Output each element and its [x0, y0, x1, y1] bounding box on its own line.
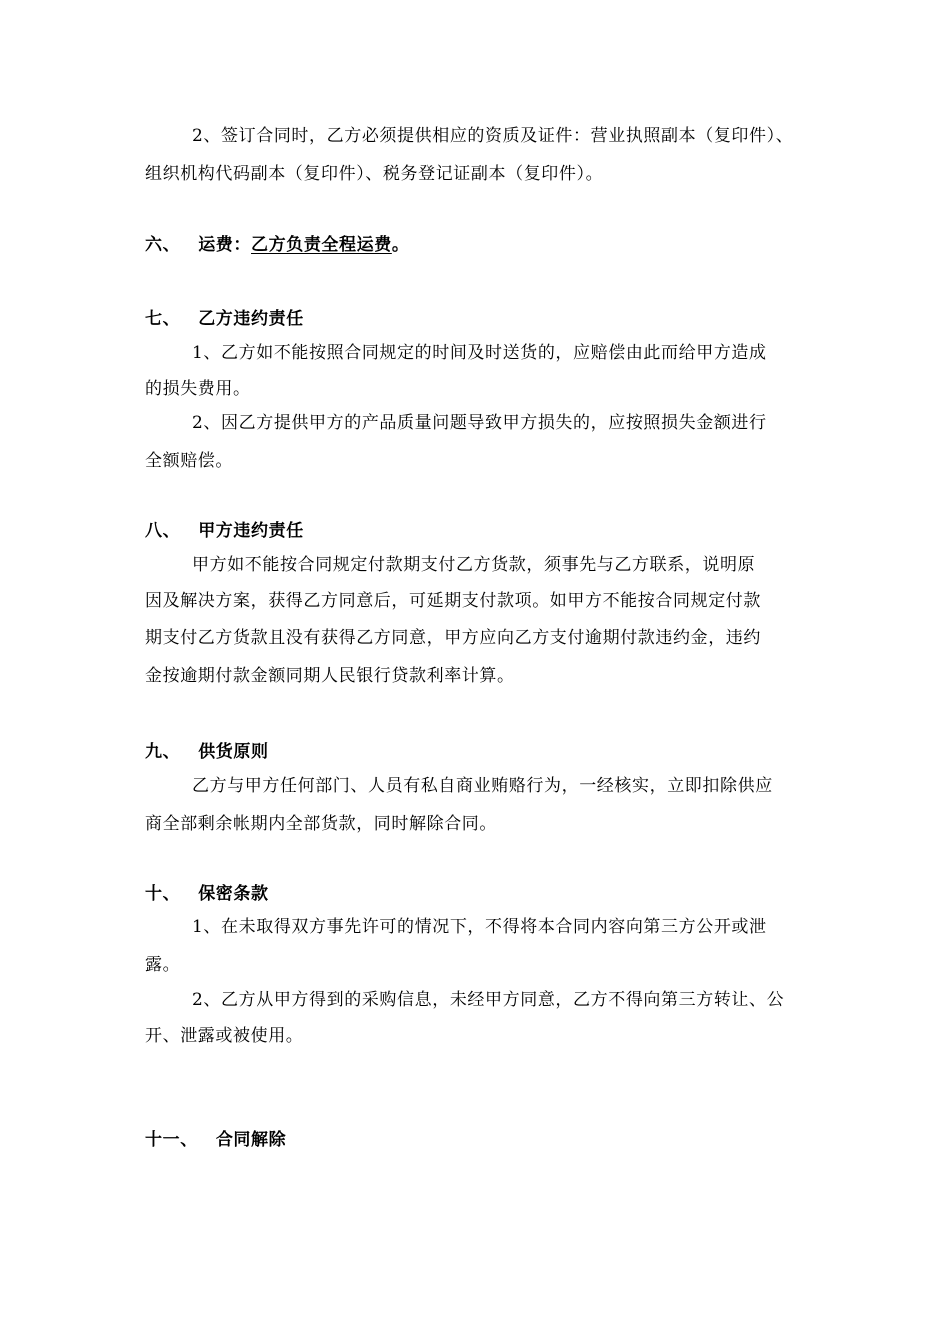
- clause-9-line-1: 乙方与甲方任何部门、人员有私自商业贿赂行为，一经核实，立即扣除供应: [192, 776, 773, 796]
- clause-11-heading: [145, 1128, 286, 1152]
- clause-10-title: 保密条款: [198, 884, 269, 904]
- clause-8-line-3: 期支付乙方货款且没有获得乙方同意，甲方应向乙方支付逾期付款违约金，违约: [145, 628, 761, 648]
- clause-8-heading: [145, 519, 304, 543]
- clause-6-label: 运费：: [198, 235, 252, 255]
- clause-10-heading: [145, 882, 269, 906]
- clause-8-line-2: 因及解决方案，获得乙方同意后，可延期支付款项。如甲方不能按合同规定付款: [145, 591, 761, 611]
- clause-10-item-2-line-1: 2、乙方从甲方得到的采购信息，未经甲方同意，乙方不得向第三方转让、公: [192, 990, 785, 1010]
- clause-8-number: 八、: [145, 521, 181, 541]
- clause-7-item-2-line-1: 2、因乙方提供甲方的产品质量问题导致甲方损失的，应按照损失金额进行: [192, 413, 767, 433]
- clause-11-title: 合同解除: [215, 1130, 287, 1150]
- clause-10-item-1-line-2: 露。: [145, 955, 181, 975]
- clause-9-title: 供货原则: [198, 742, 269, 762]
- clause-10-item-2-line-2: 开、泄露或被使用。: [145, 1026, 304, 1046]
- clause-6-tail: 。: [391, 235, 410, 255]
- clause-8-title: 甲方违约责任: [198, 521, 304, 541]
- clause-6-heading: [145, 233, 409, 257]
- clause-7-heading: [145, 307, 304, 331]
- clause-7-item-2-line-2: 全额赔偿。: [145, 451, 233, 471]
- clause-7-title: 乙方违约责任: [198, 309, 304, 329]
- clause-9-heading: [145, 740, 269, 764]
- clause-5-item-2-line-1: 2、签订合同时，乙方必须提供相应的资质及证件：营业执照副本（复印件）、: [192, 126, 794, 146]
- clause-7-number: 七、: [145, 309, 181, 329]
- clause-9-line-2: 商全部剩余帐期内全部货款，同时解除合同。: [145, 814, 497, 834]
- clause-10-number: 十、: [145, 884, 181, 904]
- clause-7-item-1-line-2: 的损失费用。: [145, 379, 251, 399]
- clause-7-item-1-line-1: 1、乙方如不能按照合同规定的时间及时送货的，应赔偿由此而给甲方造成: [192, 343, 767, 363]
- clause-6-underlined-text: 乙方负责全程运费: [251, 235, 392, 255]
- clause-9-number: 九、: [145, 742, 181, 762]
- clause-5-item-2-line-2: 组织机构代码副本（复印件）、税务登记证副本（复印件）。: [145, 164, 604, 184]
- clause-6-number: 六、: [145, 235, 181, 255]
- clause-10-item-1-line-1: 1、在未取得双方事先许可的情况下，不得将本合同内容向第三方公开或泄: [192, 917, 767, 937]
- clause-11-number: 十一、: [145, 1130, 198, 1150]
- clause-8-line-1: 甲方如不能按合同规定付款期支付乙方货款，须事先与乙方联系，说明原: [192, 555, 756, 575]
- clause-8-line-4: 金按逾期付款金额同期人民银行贷款利率计算。: [145, 666, 515, 686]
